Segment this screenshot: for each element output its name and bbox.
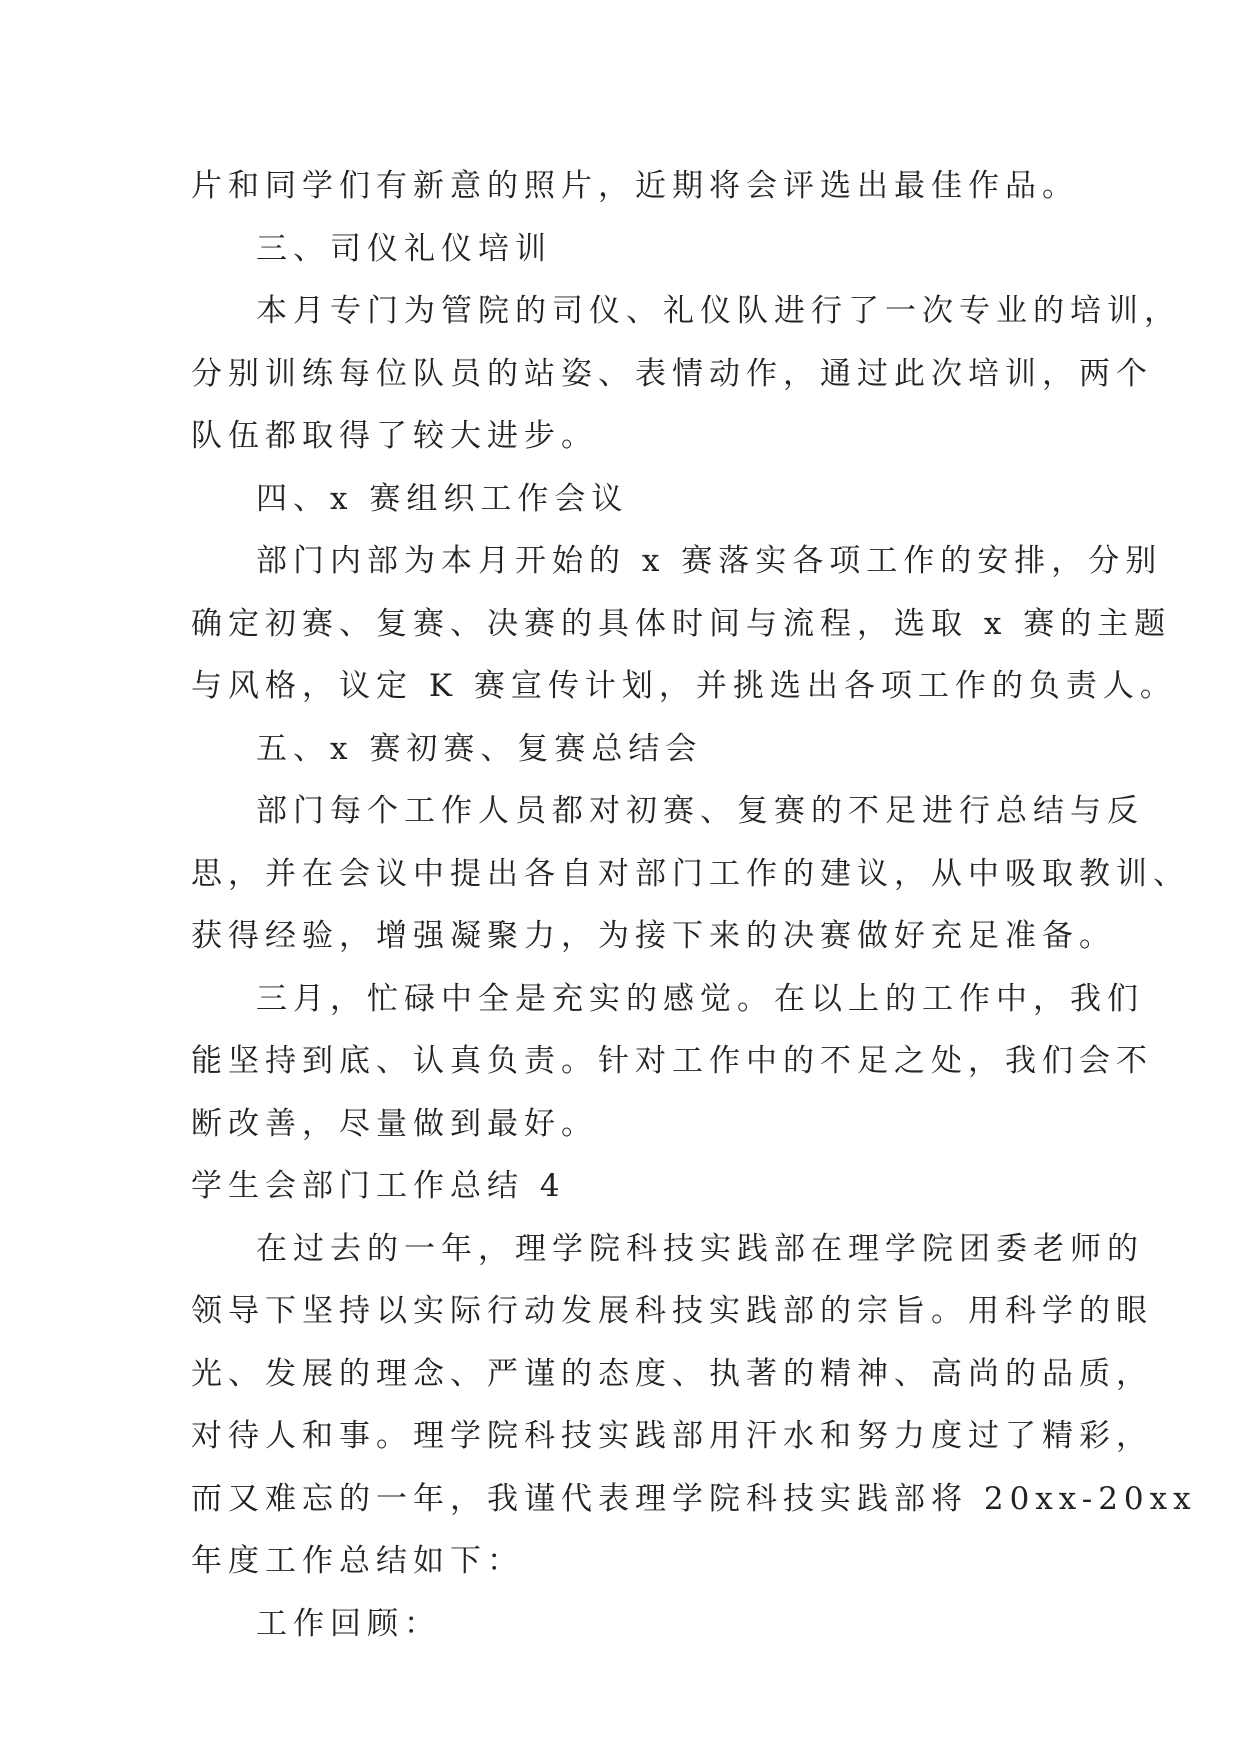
paragraph-start-line: 五、x 赛初赛、复赛总结会 <box>256 730 703 767</box>
paragraph-start-line: 工作回顾： <box>256 1605 441 1642</box>
text-line: 领导下坚持以实际行动发展科技实践部的宗旨。用科学的眼 <box>191 1293 1153 1329</box>
document-body <box>191 155 1197 1655</box>
text-line: 确定初赛、复赛、决赛的具体时间与流程，选取 x 赛的主题 <box>191 605 1172 642</box>
text-line: 与风格，议定 K 赛宣传计划，并挑选出各项工作的负责人。 <box>191 668 1177 704</box>
text-line: 片和同学们有新意的照片，近期将会评选出最佳作品。 <box>191 168 1079 204</box>
text-line: 分别训练每位队员的站姿、表情动作，通过此次培训，两个 <box>191 355 1153 392</box>
paragraph-start-line: 在过去的一年，理学院科技实践部在理学院团委老师的 <box>256 1230 1144 1267</box>
paragraph-start-line: 部门内部为本月开始的 x 赛落实各项工作的安排，分别 <box>256 543 1163 579</box>
paragraph-start-line: 本月专门为管院的司仪、礼仪队进行了一次专业的培训， <box>256 293 1181 329</box>
text-line: 对待人和事。理学院科技实践部用汗水和努力度过了精彩， <box>191 1418 1153 1454</box>
text-line: 能坚持到底、认真负责。针对工作中的不足之处，我们会不 <box>191 1043 1153 1079</box>
text-line: 光、发展的理念、严谨的态度、执著的精神、高尚的品质， <box>191 1355 1153 1392</box>
text-line: 获得经验，增强凝聚力，为接下来的决赛做好充足准备。 <box>191 918 1116 954</box>
paragraph-start-line: 三、司仪礼仪培训 <box>256 230 552 267</box>
text-line: 思，并在会议中提出各自对部门工作的建议，从中吸取教训、 <box>191 855 1190 892</box>
paragraph-start-line: 三月，忙碌中全是充实的感觉。在以上的工作中，我们 <box>256 980 1144 1017</box>
text-line: 而又难忘的一年，我谨代表理学院科技实践部将 20xx-20xx <box>191 1480 1197 1517</box>
text-line: 学生会部门工作总结 4 <box>191 1168 566 1204</box>
paragraph-start-line: 四、x 赛组织工作会议 <box>256 480 629 517</box>
paragraph-start-line: 部门每个工作人员都对初赛、复赛的不足进行总结与反 <box>256 793 1144 829</box>
text-line: 队伍都取得了较大进步。 <box>191 418 598 454</box>
text-line: 年度工作总结如下： <box>191 1543 524 1579</box>
text-line: 断改善，尽量做到最好。 <box>191 1105 598 1142</box>
